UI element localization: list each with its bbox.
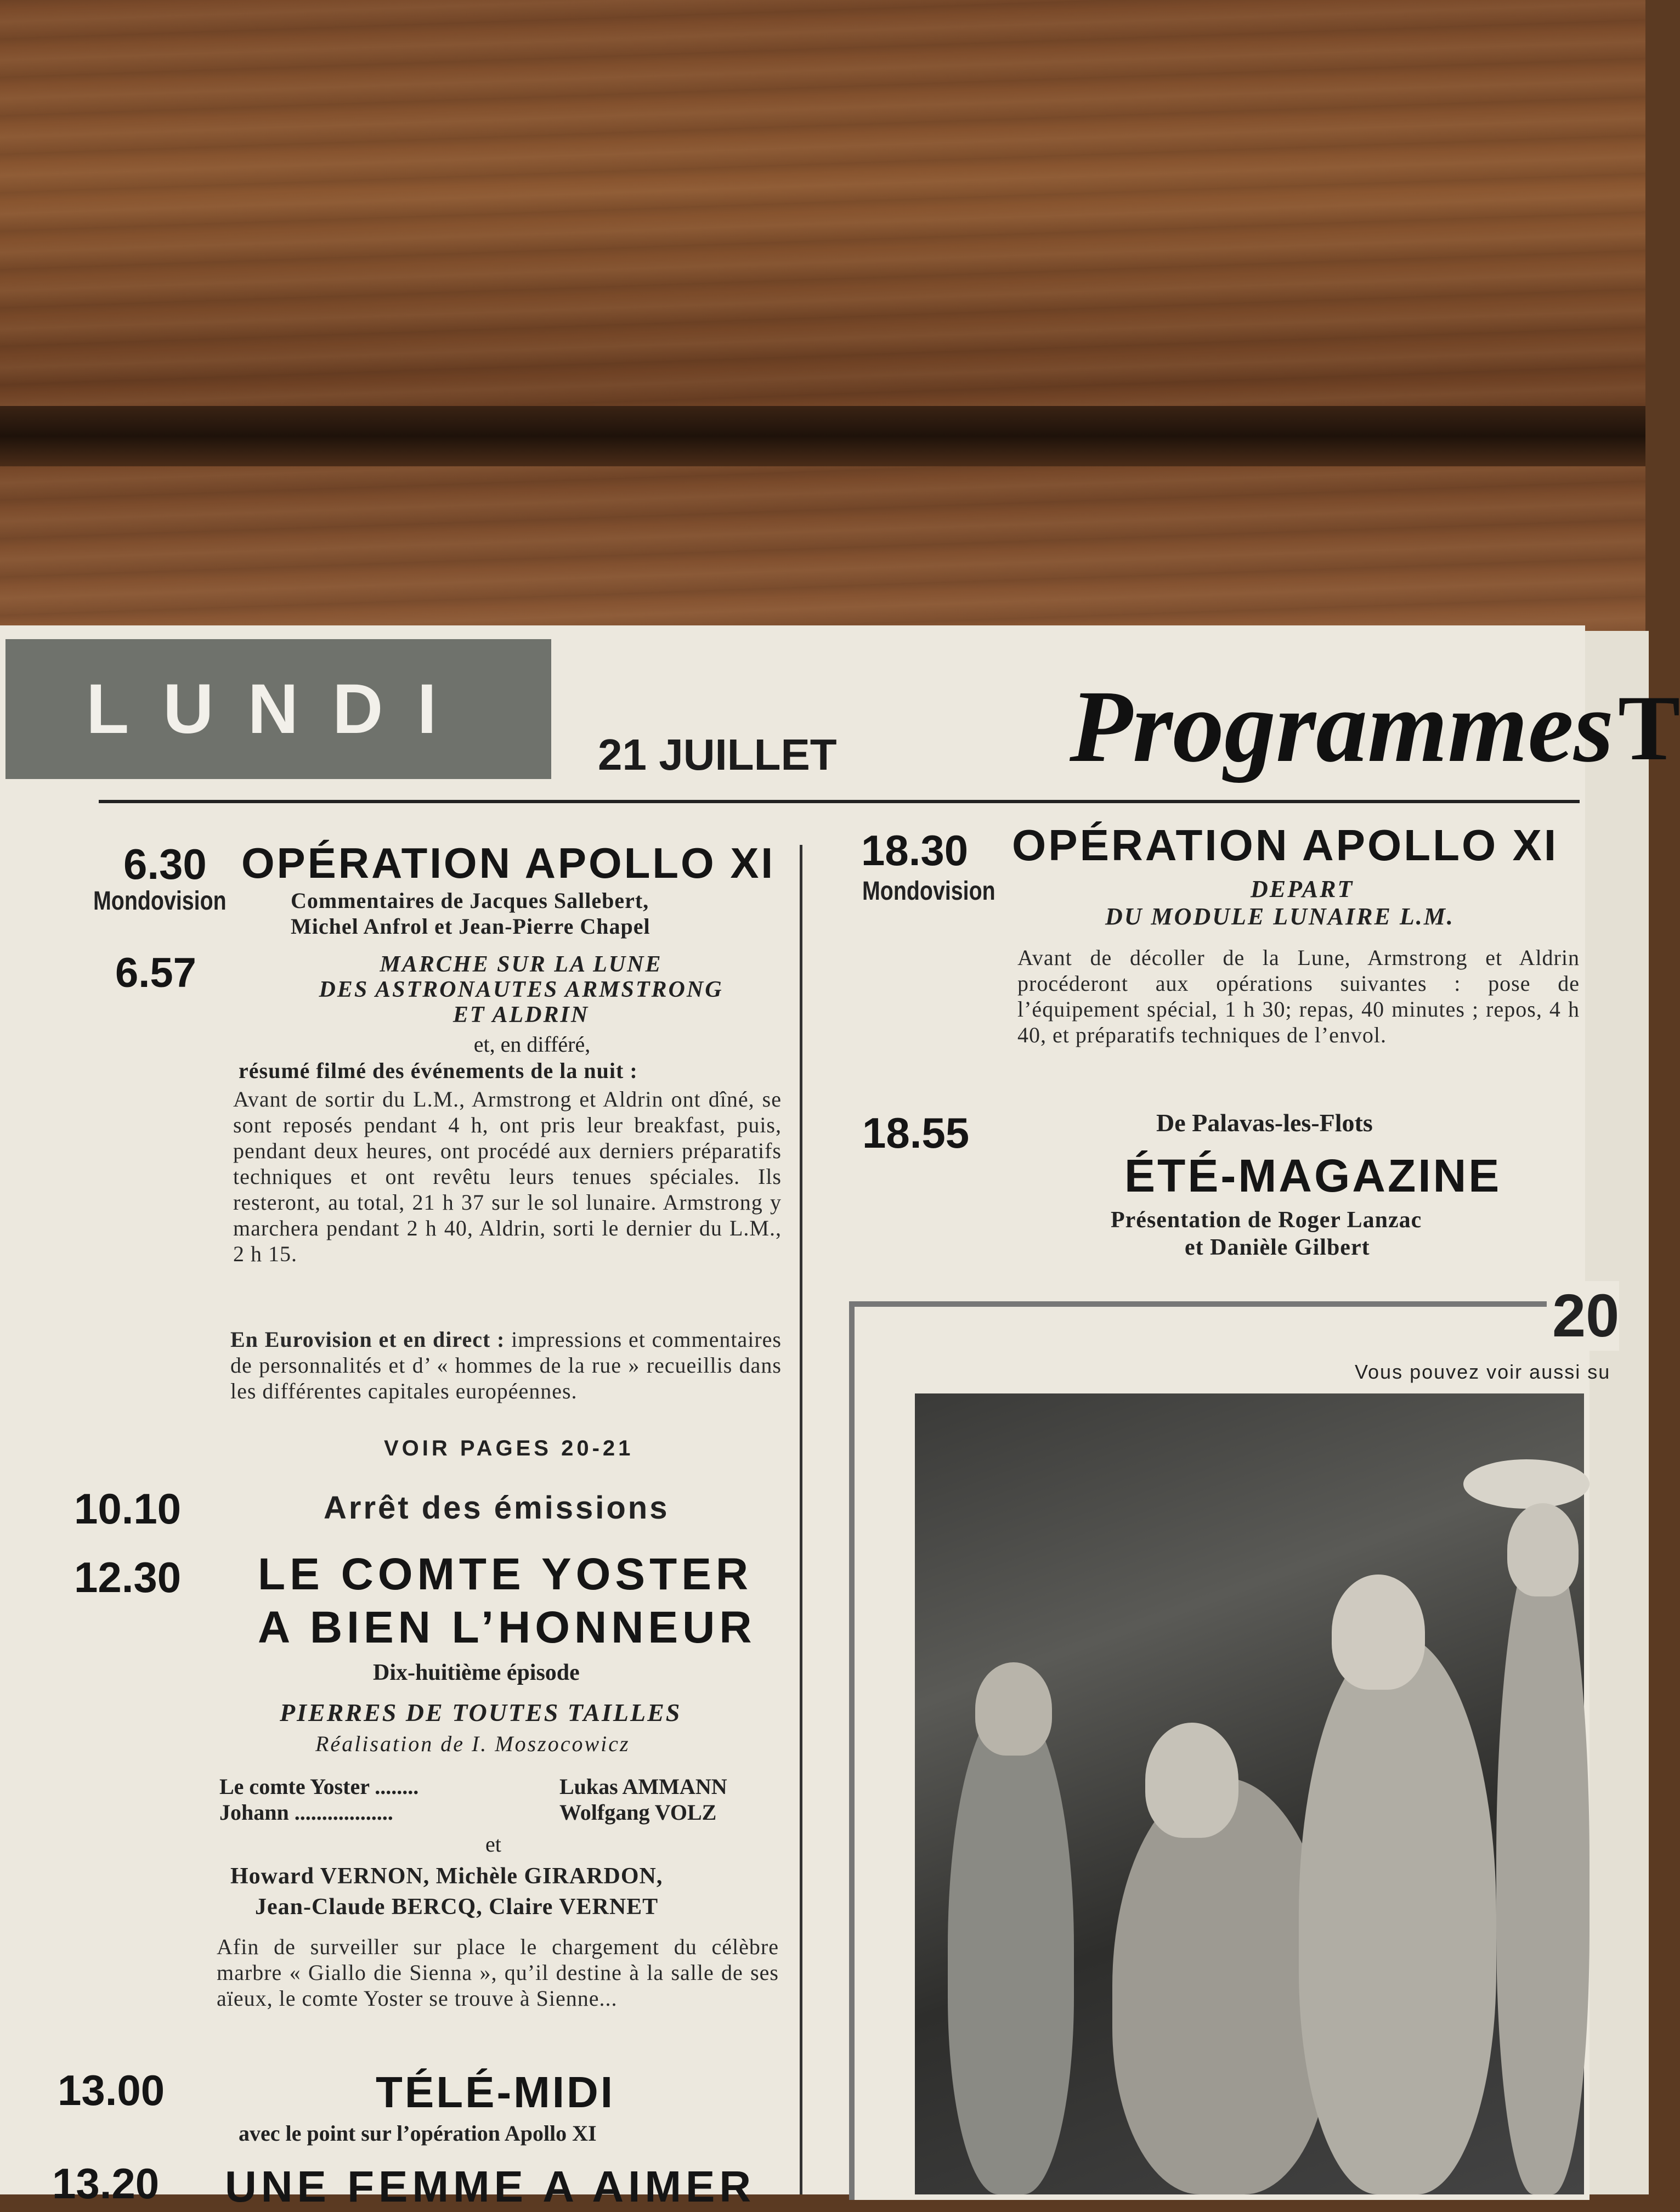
cast-role-1: Le comte Yoster ........ bbox=[219, 1774, 419, 1799]
voir-pages: VOIR PAGES 20-21 bbox=[384, 1436, 634, 1460]
ete-presenter-2: et Danièle Gilbert bbox=[1185, 1235, 1370, 1260]
cast-actor-1: Lukas AMMANN bbox=[559, 1774, 727, 1799]
femme-time: 13.20 bbox=[52, 2159, 160, 2208]
comte-paragraph: Afin de surveiller sur place le chargement du célèbre marbre « Giallo die Sienna », qu’il destine à la salle de ses aïeux, le comte Yoster se trouve à Sienne... bbox=[217, 1934, 779, 2011]
cast-actor-2: Wolfgang VOLZ bbox=[559, 1800, 717, 1825]
table-groove bbox=[0, 406, 1645, 466]
apollo-commentary-2: Michel Anfrol et Jean-Pierre Chapel bbox=[291, 914, 650, 939]
marche-time: 6.57 bbox=[115, 950, 196, 996]
ete-place: De Palavas-les-Flots bbox=[1156, 1109, 1373, 1137]
telemidi-time: 13.00 bbox=[58, 2066, 165, 2114]
apollo-commentary-1: Commentaires de Jacques Sallebert, bbox=[291, 888, 649, 913]
comte-time: 12.30 bbox=[74, 1553, 182, 1601]
boy-head bbox=[975, 1662, 1052, 1756]
wooden-table-background bbox=[0, 0, 1645, 636]
comte-title-1: LE COMTE YOSTER bbox=[258, 1549, 753, 1599]
arret-time: 10.10 bbox=[74, 1485, 182, 1533]
femme-title: UNE FEMME A AIMER bbox=[225, 2162, 756, 2211]
next-page-edge bbox=[1580, 631, 1649, 2194]
telemidi-sub: avec le point sur l’opération Apollo XI bbox=[239, 2121, 597, 2146]
comte-episode: Dix-huitième épisode bbox=[373, 1660, 580, 1685]
telemidi-title: TÉLÉ-MIDI bbox=[376, 2068, 615, 2117]
ete-title: ÉTÉ-MAGAZINE bbox=[1124, 1150, 1502, 1201]
marche-eurovision-paragraph bbox=[230, 1327, 782, 1404]
eurovision-lead: En Eurovision et en direct : bbox=[230, 1327, 505, 1352]
day-label: LUNDI bbox=[86, 670, 471, 748]
apollo2-sub-2: DU MODULE LUNAIRE L.M. bbox=[1105, 903, 1455, 930]
apollo2-tag: Mondovision bbox=[862, 877, 995, 906]
section-title: Programmes bbox=[1070, 669, 1614, 783]
comte-realisation: Réalisation de I. Moszocowicz bbox=[315, 1731, 630, 1756]
apollo2-time: 18.30 bbox=[861, 826, 969, 874]
apollo2-paragraph: Avant de décoller de la Lune, Armstrong et Aldrin procéderont aux opérations suivantes : pose de l’équipement spécial, 1 h 30; repas, 40 minutes ; repos, 4 h 40, et préparatifs techniques de l’envol. bbox=[1017, 945, 1580, 1047]
photo-box-caption: Vous pouvez voir aussi su bbox=[1355, 1361, 1611, 1383]
apollo2-title: OPÉRATION APOLLO XI bbox=[1012, 821, 1559, 870]
eurovision-text: impressions et commentaires de personnalités et d’ « hommes de la rue » recueillis dans les différentes capitales européennes. bbox=[230, 1327, 782, 1403]
seated-man-head bbox=[1145, 1723, 1238, 1838]
marche-sub-2: résumé filmé des événements de la nuit : bbox=[239, 1058, 638, 1083]
page-number-badge: 20 bbox=[1547, 1281, 1619, 1351]
apollo-title: OPÉRATION APOLLO XI bbox=[241, 839, 776, 887]
marche-title-line-3: ET ALDRIN bbox=[452, 1002, 590, 1028]
header-rule bbox=[99, 800, 1580, 803]
cowboy-head bbox=[1507, 1503, 1579, 1596]
comte-title-2: A BIEN L’HONNEUR bbox=[258, 1602, 756, 1652]
date-label: 21 JUILLET bbox=[598, 730, 837, 779]
ete-time: 18.55 bbox=[862, 1109, 970, 1157]
marche-title-line-2: DES ASTRONAUTES ARMSTRONG bbox=[319, 977, 723, 1002]
apollo-time: 6.30 bbox=[123, 840, 207, 888]
marche-sub-1: et, en différé, bbox=[473, 1032, 591, 1057]
standing-man-figure bbox=[1299, 1635, 1496, 2194]
film-still-photo bbox=[915, 1393, 1584, 2194]
marche-title bbox=[296, 952, 746, 1028]
boy-figure bbox=[948, 1701, 1074, 2194]
ete-presenter-1: Présentation de Roger Lanzac bbox=[1111, 1207, 1422, 1233]
cowboy-figure bbox=[1496, 1531, 1590, 2194]
cast-et: et bbox=[485, 1832, 501, 1857]
standing-man-head bbox=[1332, 1575, 1425, 1690]
marche-paragraph: Avant de sortir du L.M., Armstrong et Aldrin ont dîné, se sont reposés pendant 4 h, ont pris leur breakfast, puis, pendant deux heures, ont procédé aux derniers préparatifs techniques et ont revêtu leurs tenues spéciales. Ils resteront, au total, 21 h 37 sur le sol lunaire. Armstrong y marchera pendant 2 h 40, Aldrin, sorti le dernier du L.M., 2 h 15. bbox=[233, 1087, 782, 1266]
cast-others-1: Howard VERNON, Michèle GIRARDON, bbox=[230, 1864, 663, 1889]
cast-role-2: Johann .................. bbox=[219, 1800, 393, 1825]
arret-title: Arrêt des émissions bbox=[324, 1490, 670, 1526]
marche-title-line-1: MARCHE SUR LA LUNE bbox=[380, 952, 663, 977]
cast-others-2: Jean-Claude BERCQ, Claire VERNET bbox=[255, 1894, 659, 1920]
comte-subtitle: PIERRES DE TOUTES TAILLES bbox=[280, 1699, 682, 1726]
apollo2-sub-1: DEPART bbox=[1251, 876, 1354, 902]
next-page-title-fragment: T bbox=[1618, 676, 1680, 780]
apollo-tag: Mondovision bbox=[93, 887, 227, 916]
cowboy-hat bbox=[1463, 1459, 1590, 1509]
